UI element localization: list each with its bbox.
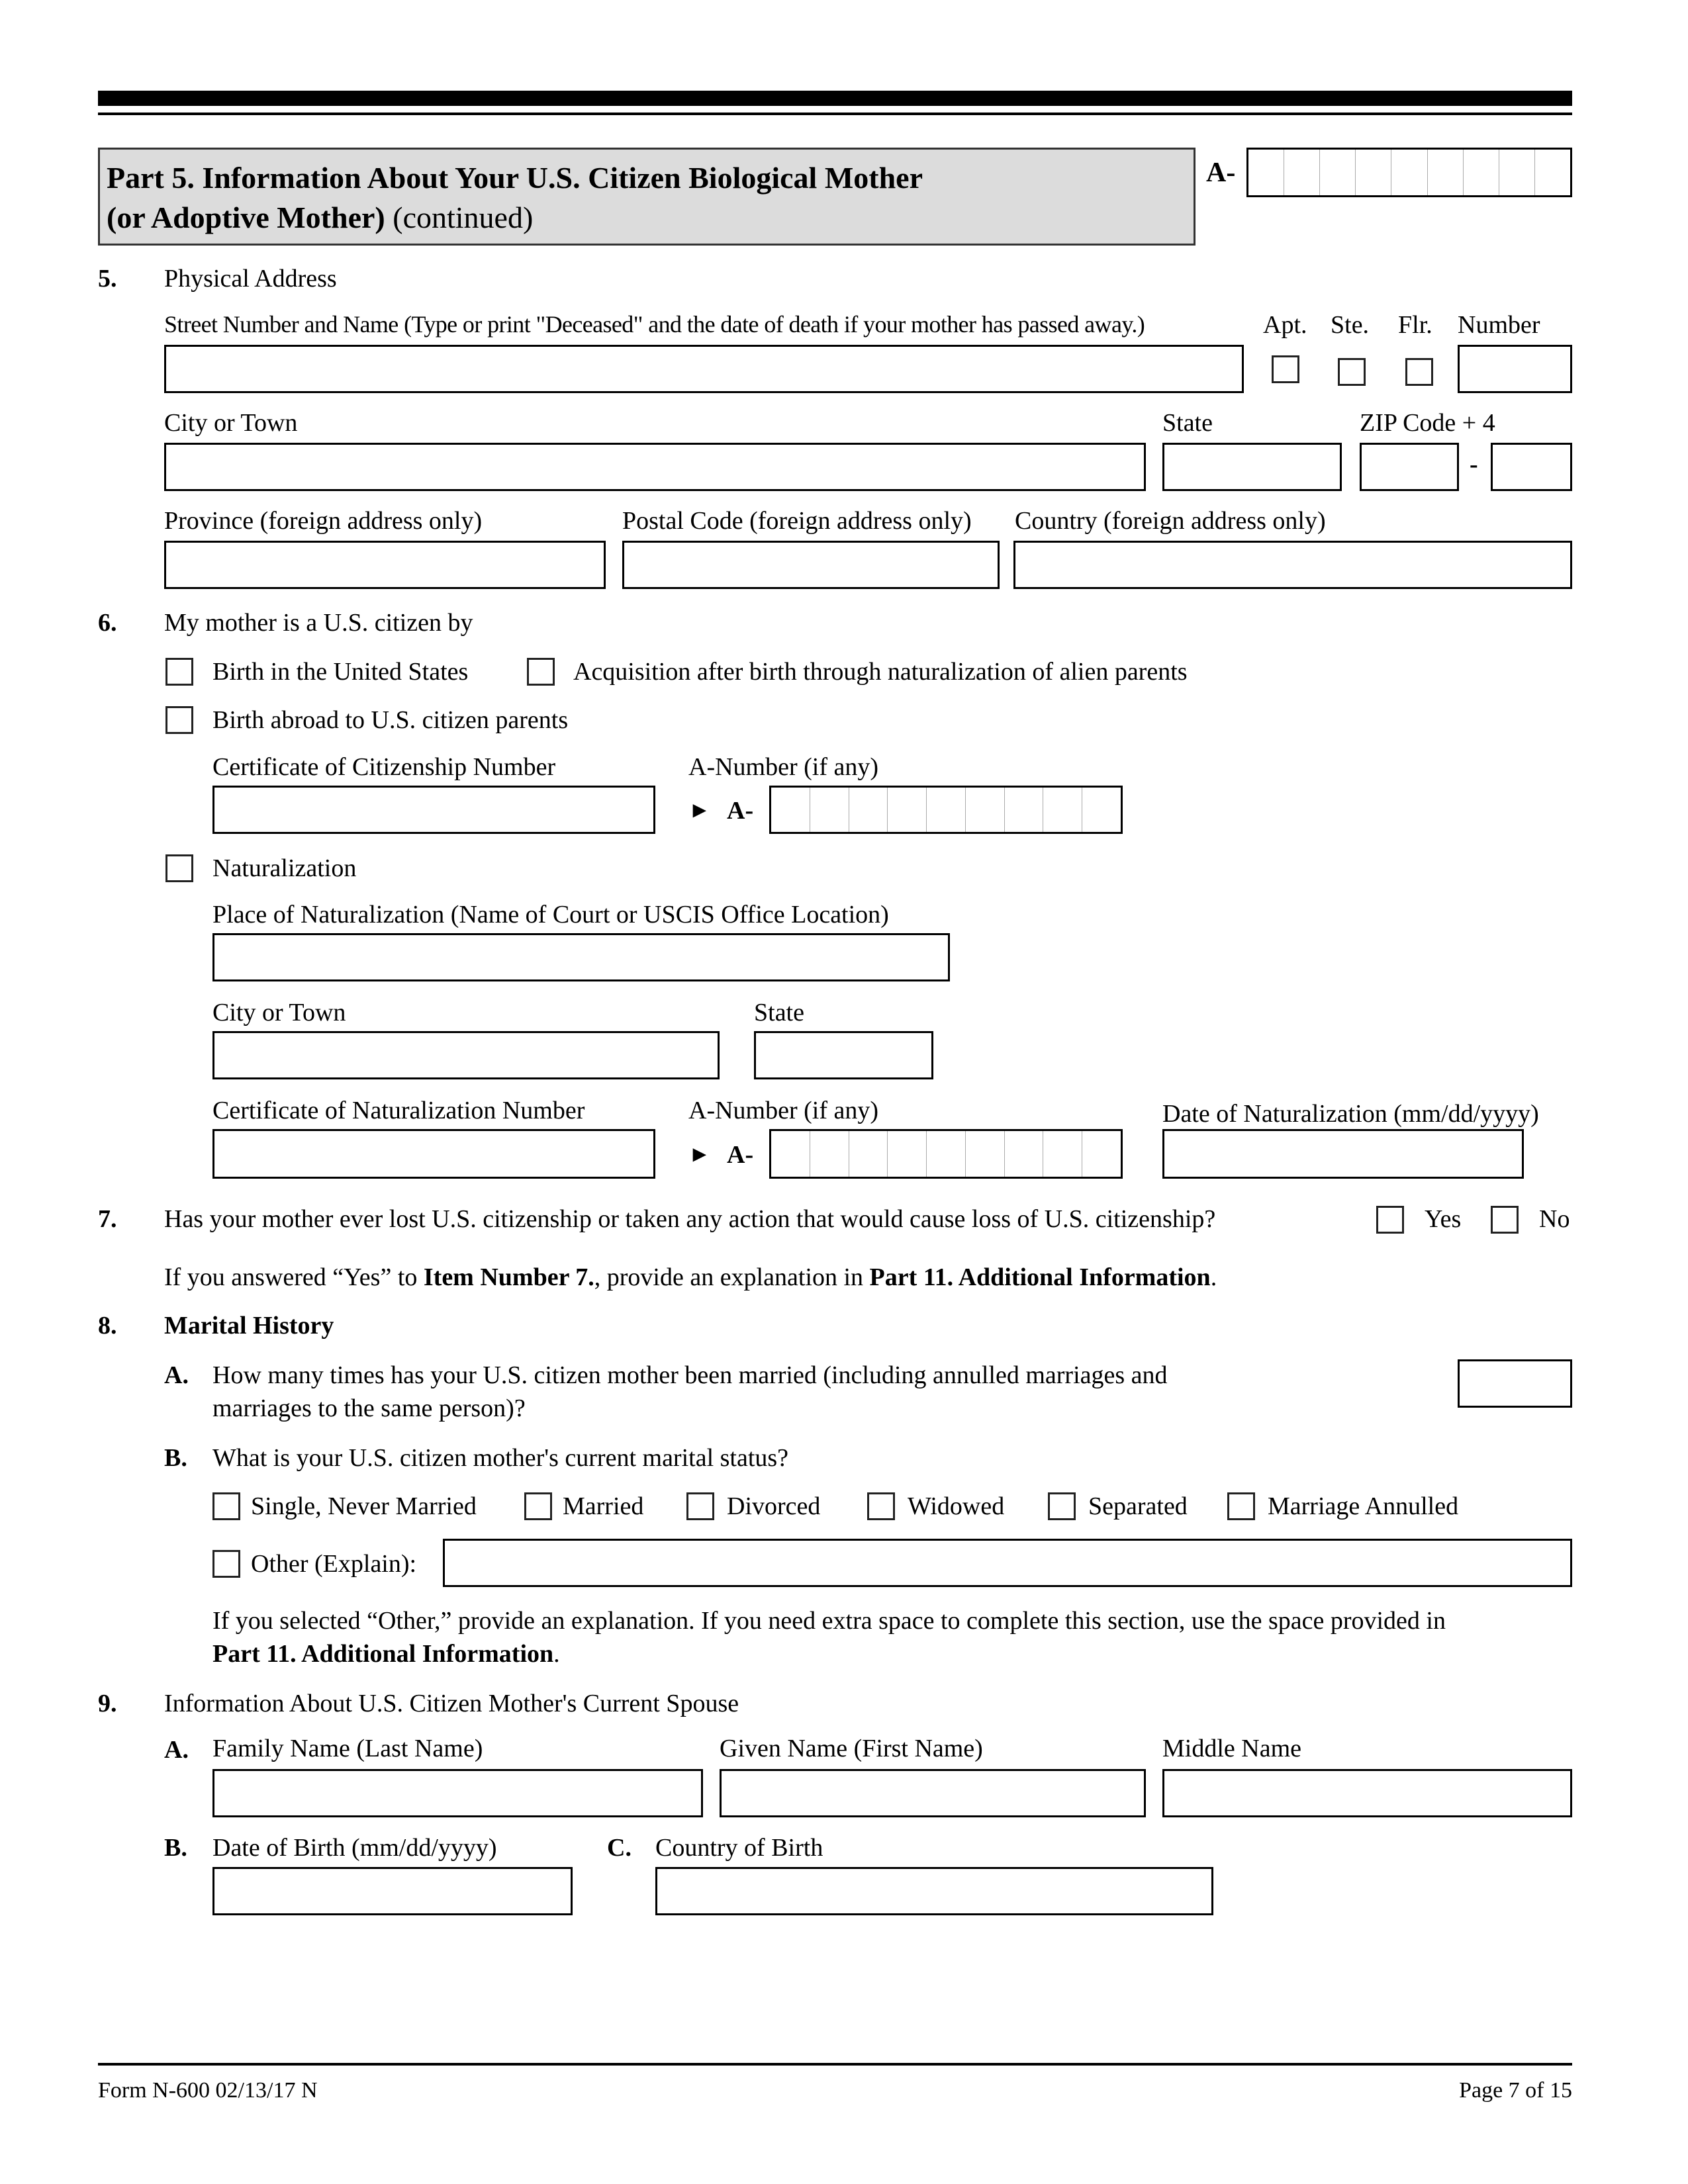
family-name-label: Family Name (Last Name) bbox=[212, 1735, 483, 1762]
item-9-number: 9. bbox=[98, 1690, 117, 1717]
apt-checkbox[interactable] bbox=[1272, 355, 1299, 383]
unit-number-input[interactable] bbox=[1458, 345, 1572, 393]
times-married-input[interactable] bbox=[1458, 1359, 1572, 1408]
part-subtitle bbox=[107, 200, 533, 235]
arrow-icon: ► bbox=[688, 1142, 711, 1167]
birth-abroad-checkbox[interactable] bbox=[165, 706, 193, 734]
flr-label: Flr. bbox=[1398, 311, 1432, 339]
cert-naturalization-label: Certificate of Naturalization Number bbox=[212, 1097, 585, 1124]
top-rule-thin bbox=[98, 113, 1572, 115]
item-8-number: 8. bbox=[98, 1312, 117, 1340]
family-name-input[interactable] bbox=[212, 1769, 703, 1817]
nat-state-label: State bbox=[754, 999, 804, 1026]
status-divorced-checkbox[interactable] bbox=[686, 1492, 714, 1520]
item-5-title: Physical Address bbox=[164, 265, 337, 293]
item-8-title: Marital History bbox=[164, 1312, 334, 1340]
footer-form-id: Form N-600 02/13/17 N bbox=[98, 2078, 318, 2103]
item-7-number: 7. bbox=[98, 1205, 117, 1233]
header-a-number-field[interactable] bbox=[1246, 148, 1572, 197]
city-label: City or Town bbox=[164, 409, 298, 437]
a-number-label: A- bbox=[1206, 158, 1236, 188]
item-7-question: Has your mother ever lost U.S. citizenship or taken any action that would cause loss of U.S. citizenship? bbox=[164, 1205, 1216, 1233]
a-number-if-any-label: A-Number (if any) bbox=[688, 753, 879, 781]
flr-checkbox[interactable] bbox=[1405, 358, 1433, 386]
status-separated-checkbox[interactable] bbox=[1048, 1492, 1076, 1520]
item-8a-letter: A. bbox=[164, 1361, 189, 1389]
nat-state-select[interactable] bbox=[754, 1031, 933, 1079]
acquisition-label: Acquisition after birth through naturalization of alien parents bbox=[573, 658, 1188, 686]
part-header bbox=[98, 148, 1196, 246]
status-annulled-checkbox[interactable] bbox=[1227, 1492, 1255, 1520]
status-married-label: Married bbox=[563, 1492, 644, 1520]
middle-name-label: Middle Name bbox=[1162, 1735, 1302, 1762]
status-single-checkbox[interactable] bbox=[212, 1492, 240, 1520]
dob-input[interactable] bbox=[212, 1867, 573, 1915]
item-9c-letter: C. bbox=[607, 1834, 632, 1862]
place-input[interactable] bbox=[212, 933, 950, 981]
item-5-number: 5. bbox=[98, 265, 117, 293]
nat-city-label: City or Town bbox=[212, 999, 346, 1026]
province-label: Province (foreign address only) bbox=[164, 507, 483, 535]
street-label: Street Number and Name (Type or print "Deceased" and the date of death if your mother has passed away.) bbox=[164, 311, 1145, 338]
item-7-yes-label: Yes bbox=[1425, 1205, 1462, 1233]
part-subtitle-rest: (continued) bbox=[385, 201, 534, 234]
item-8a-question-line2: marriages to the same person)? bbox=[212, 1394, 526, 1422]
zip-dash: - bbox=[1470, 451, 1478, 478]
item-8b-letter: B. bbox=[164, 1444, 187, 1472]
item-7-yes-checkbox[interactable] bbox=[1376, 1206, 1404, 1234]
postal-label: Postal Code (foreign address only) bbox=[622, 507, 972, 535]
cert-citizenship-label: Certificate of Citizenship Number bbox=[212, 753, 556, 781]
item-8b-question: What is your U.S. citizen mother's current marital status? bbox=[212, 1444, 789, 1472]
birth-us-label: Birth in the United States bbox=[212, 658, 469, 686]
place-label: Place of Naturalization (Name of Court or USCIS Office Location) bbox=[212, 901, 889, 929]
note-text: . bbox=[1210, 1263, 1217, 1291]
item-6-title: My mother is a U.S. citizen by bbox=[164, 609, 473, 637]
status-married-checkbox[interactable] bbox=[524, 1492, 552, 1520]
note-bold: Part 11. Additional Information bbox=[212, 1640, 554, 1668]
state-label: State bbox=[1162, 409, 1213, 437]
a-prefix: A- bbox=[727, 1141, 754, 1169]
top-rule-thick bbox=[98, 91, 1572, 106]
item-8a-question-line1: How many times has your U.S. citizen mother been married (including annulled marriages and bbox=[212, 1361, 1168, 1389]
status-separated-label: Separated bbox=[1088, 1492, 1188, 1520]
country-input[interactable] bbox=[1013, 541, 1572, 589]
item-9b-letter: B. bbox=[164, 1834, 187, 1862]
street-input[interactable] bbox=[164, 345, 1244, 393]
note-text: , provide an explanation in bbox=[594, 1263, 870, 1291]
cert-citizenship-input[interactable] bbox=[212, 786, 655, 834]
item-9-title: Information About U.S. Citizen Mother's Current Spouse bbox=[164, 1690, 739, 1717]
a-number-if-any-label-2: A-Number (if any) bbox=[688, 1097, 879, 1124]
note-bold: Part 11. Additional Information bbox=[869, 1263, 1211, 1291]
status-single-label: Single, Never Married bbox=[251, 1492, 477, 1520]
ste-checkbox[interactable] bbox=[1338, 358, 1366, 386]
citizenship-a-number-field[interactable] bbox=[769, 786, 1123, 834]
acquisition-checkbox[interactable] bbox=[527, 658, 555, 686]
city-input[interactable] bbox=[164, 443, 1146, 491]
status-divorced-label: Divorced bbox=[727, 1492, 821, 1520]
zip4-input[interactable] bbox=[1491, 443, 1572, 491]
postal-input[interactable] bbox=[622, 541, 1000, 589]
footer-page-number: Page 7 of 15 bbox=[1459, 2078, 1572, 2103]
given-name-label: Given Name (First Name) bbox=[720, 1735, 983, 1762]
state-select[interactable] bbox=[1162, 443, 1342, 491]
zip-label: ZIP Code + 4 bbox=[1360, 409, 1495, 437]
status-other-label: Other (Explain): bbox=[251, 1550, 417, 1578]
middle-name-input[interactable] bbox=[1162, 1769, 1572, 1817]
arrow-icon: ► bbox=[688, 798, 711, 823]
date-naturalization-input[interactable] bbox=[1162, 1129, 1524, 1179]
status-annulled-label: Marriage Annulled bbox=[1268, 1492, 1459, 1520]
item-7-note bbox=[164, 1265, 1217, 1290]
naturalization-checkbox[interactable] bbox=[165, 854, 193, 882]
dob-label: Date of Birth (mm/dd/yyyy) bbox=[212, 1834, 497, 1862]
date-naturalization-label: Date of Naturalization (mm/dd/yyyy) bbox=[1162, 1100, 1539, 1128]
status-widowed-checkbox[interactable] bbox=[867, 1492, 895, 1520]
naturalization-label: Naturalization bbox=[212, 854, 357, 882]
given-name-input[interactable] bbox=[720, 1769, 1146, 1817]
province-input[interactable] bbox=[164, 541, 606, 589]
item-6-number: 6. bbox=[98, 609, 117, 637]
country-birth-label: Country of Birth bbox=[655, 1834, 823, 1862]
a-prefix: A- bbox=[727, 797, 754, 825]
naturalization-a-number-field[interactable] bbox=[769, 1129, 1123, 1179]
nat-city-input[interactable] bbox=[212, 1031, 720, 1079]
apt-label: Apt. bbox=[1263, 311, 1307, 339]
note-bold: Item Number 7. bbox=[423, 1263, 594, 1291]
other-explain-input[interactable] bbox=[443, 1539, 1572, 1587]
item-9a-letter: A. bbox=[164, 1736, 189, 1764]
country-birth-input[interactable] bbox=[655, 1867, 1213, 1915]
country-label: Country (foreign address only) bbox=[1015, 507, 1326, 535]
number-label: Number bbox=[1458, 311, 1540, 339]
note-text: If you answered “Yes” to bbox=[164, 1263, 424, 1291]
item-7-no-label: No bbox=[1539, 1205, 1570, 1233]
footer-rule bbox=[98, 2063, 1572, 2066]
birth-us-checkbox[interactable] bbox=[165, 658, 193, 686]
status-widowed-label: Widowed bbox=[908, 1492, 1005, 1520]
status-other-checkbox[interactable] bbox=[212, 1550, 240, 1578]
item-8-note-line2 bbox=[212, 1641, 560, 1666]
item-7-no-checkbox[interactable] bbox=[1491, 1206, 1519, 1234]
item-8-note-line1: If you selected “Other,” provide an explanation. If you need extra space to complete this section, use the space provided in bbox=[212, 1607, 1446, 1635]
part-title: Part 5. Information About Your U.S. Citizen Biological Mother bbox=[107, 161, 923, 195]
zip-input[interactable] bbox=[1360, 443, 1459, 491]
cert-naturalization-input[interactable] bbox=[212, 1129, 655, 1179]
note-text: . bbox=[553, 1640, 560, 1668]
ste-label: Ste. bbox=[1331, 311, 1370, 339]
birth-abroad-label: Birth abroad to U.S. citizen parents bbox=[212, 706, 569, 734]
part-subtitle-bold: (or Adoptive Mother) bbox=[107, 201, 385, 234]
